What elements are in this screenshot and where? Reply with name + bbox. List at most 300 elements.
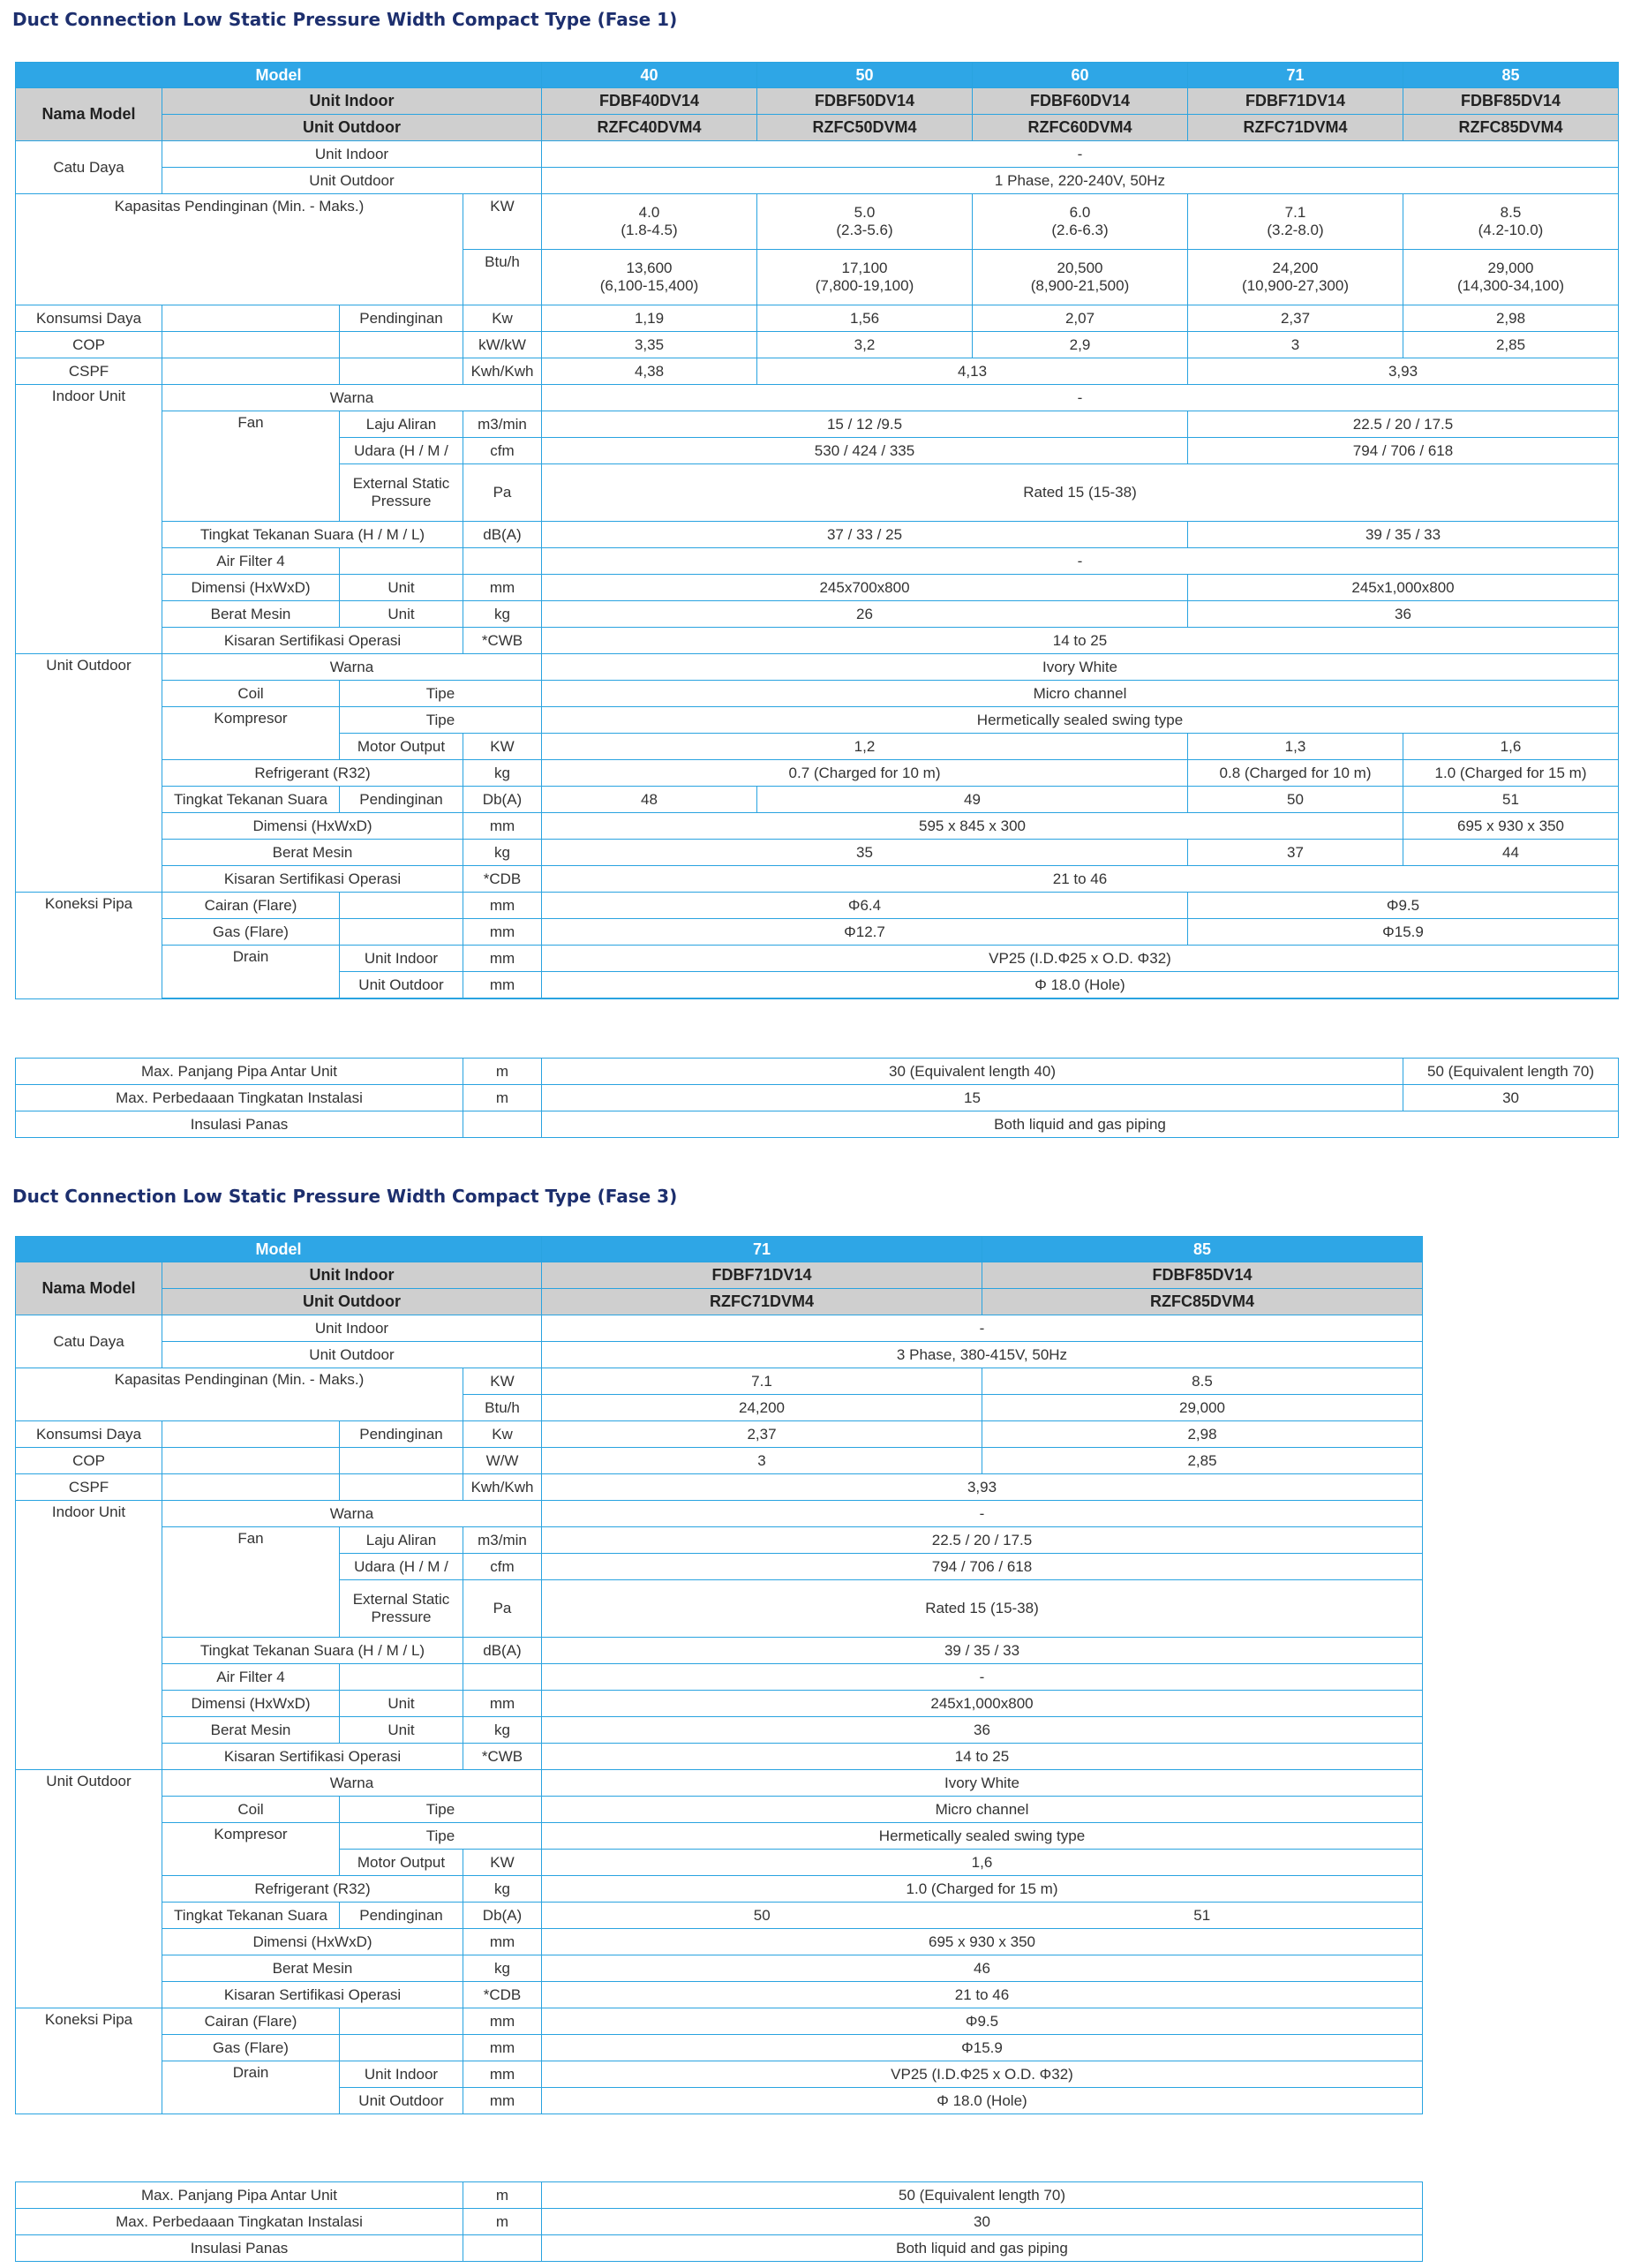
empty-cell [463, 2235, 542, 2262]
cairan-label: Cairan (Flare) [162, 893, 340, 919]
drain-label: Drain [162, 946, 340, 998]
suara-out-row [16, 1903, 1423, 1929]
cop-row [16, 332, 1619, 358]
cspf-label: CSPF [16, 358, 162, 385]
cfm-unit: cfm [463, 1554, 542, 1580]
gas-row [16, 919, 1619, 946]
cwb-unit: *CWB [463, 628, 542, 654]
indoor-model-row [16, 1262, 1423, 1289]
beda-value: 30 [542, 2209, 1423, 2235]
cop-value: 2,9 [973, 332, 1188, 358]
berat-out-value: 35 [542, 840, 1188, 866]
pendinginan-label: Pendinginan [340, 1903, 463, 1929]
indoor-model: FDBF85DV14 [982, 1262, 1423, 1289]
berat-in-value: 36 [1188, 601, 1619, 628]
kompresor-label: Kompresor [162, 1823, 340, 1876]
cairan-row [16, 2008, 1423, 2035]
max-panjang-label: Max. Panjang Pipa Antar Unit [16, 2182, 463, 2209]
spec-table-fase-3 [15, 1236, 1423, 2114]
unit-outdoor-label: Unit Outdoor [340, 972, 463, 998]
model-row [16, 63, 1619, 88]
outdoor-model-row [16, 115, 1619, 141]
motor-value: 1,6 [542, 1850, 1423, 1876]
empty-cell [340, 332, 463, 358]
section-title-fase-3: Duct Connection Low Static Pressure Width Compact Type (Fase 3) [12, 1186, 678, 1207]
dba-out-unit: Db(A) [463, 1903, 542, 1929]
suara-out-value: 48 [542, 787, 757, 813]
indoor-warna-row [16, 385, 1619, 411]
outdoor-model: RZFC85DVM4 [1403, 115, 1619, 141]
esp-label-line: External Static [352, 475, 450, 493]
warna-out-value: Ivory White [542, 1770, 1423, 1797]
udara-label: Udara (H / M / [340, 1554, 463, 1580]
berat-out-value: 46 [542, 1955, 1423, 1982]
kw-value: 8.5 [982, 1368, 1423, 1395]
kisaran-in-row [16, 628, 1619, 654]
btu-value: 29,000 [982, 1395, 1423, 1421]
dimensi-in-value: 245x1,000x800 [542, 1691, 1423, 1717]
kompresor-label: Kompresor [162, 707, 340, 760]
air-filter-value: - [542, 548, 1619, 575]
mm-unit: mm [463, 919, 542, 946]
insulasi-value: Both liquid and gas piping [542, 1111, 1619, 1138]
berat-in-value: 26 [542, 601, 1188, 628]
kw-range: (4.2-10.0) [1478, 222, 1544, 238]
suara-in-value: 39 / 35 / 33 [1188, 522, 1619, 548]
btu-unit: Btu/h [463, 250, 542, 305]
insulasi-row [16, 2235, 1423, 2262]
cspf-unit: Kwh/Kwh [463, 1474, 542, 1501]
berat-out-value: 44 [1403, 840, 1619, 866]
dimensi-out-row [16, 1929, 1423, 1955]
unit-outdoor-group-label: Unit Outdoor [16, 654, 162, 893]
btu-range: (14,300-34,100) [1457, 277, 1564, 294]
cop-value: 2,85 [982, 1448, 1423, 1474]
indoor-model: FDBF85DV14 [1403, 88, 1619, 115]
kw-range: (2.3-5.6) [836, 222, 893, 238]
kw-unit: KW [463, 194, 542, 250]
empty-cell [162, 1474, 340, 1501]
kompresor-value: Hermetically sealed swing type [542, 707, 1619, 734]
empty-cell [162, 305, 340, 332]
kw-value: 5.0 [854, 204, 876, 222]
pendinginan-label: Pendinginan [340, 787, 463, 813]
max-beda-label: Max. Perbedaaan Tingkatan Instalasi [16, 2209, 463, 2235]
konsumsi-value: 2,37 [542, 1421, 982, 1448]
dimensi-label: Dimensi (HxWxD) [162, 1929, 463, 1955]
kg-unit: kg [463, 601, 542, 628]
empty-cell [162, 1421, 340, 1448]
indoor-unit-label: Indoor Unit [16, 1501, 162, 1770]
drain-in-row [16, 946, 1619, 972]
warna-label: Warna [162, 1770, 542, 1797]
warna-label: Warna [162, 385, 542, 411]
suara-in-label: Tingkat Tekanan Suara (H / M / L) [162, 522, 463, 548]
drain-out-value: Φ 18.0 (Hole) [542, 2088, 1423, 2114]
gas-label: Gas (Flare) [162, 2035, 340, 2061]
nama-model-label: Nama Model [16, 88, 162, 141]
drain-label: Drain [162, 2061, 340, 2114]
berat-out-value: 37 [1188, 840, 1403, 866]
air-filter-value: - [542, 1664, 1423, 1691]
mm-unit: mm [463, 972, 542, 998]
dimensi-in-value: 245x700x800 [542, 575, 1188, 601]
berat-in-row [16, 1717, 1423, 1744]
mm-unit: mm [463, 946, 542, 972]
beda-value: 30 [1403, 1085, 1619, 1111]
kw-value: 7.1 [1284, 204, 1306, 222]
max-panjang-label: Max. Panjang Pipa Antar Unit [16, 1059, 463, 1085]
mm-unit: mm [463, 2035, 542, 2061]
kw-unit: KW [463, 734, 542, 760]
spacer-row [16, 998, 1619, 999]
refrigerant-row [16, 760, 1619, 787]
panjang-row [16, 2182, 1423, 2209]
cop-row [16, 1448, 1423, 1474]
kisaran-label: Kisaran Sertifikasi Operasi [162, 1744, 463, 1770]
konsumsi-value: 2,98 [982, 1421, 1423, 1448]
m-unit: m [463, 1059, 542, 1085]
air-filter-label: Air Filter 4 [162, 1664, 340, 1691]
unit-label: Unit [340, 1717, 463, 1744]
indoor-model: FDBF60DV14 [973, 88, 1188, 115]
konsumsi-row [16, 1421, 1423, 1448]
refrigerant-value: 0.7 (Charged for 10 m) [542, 760, 1188, 787]
suara-out-value: 50 [542, 1903, 982, 1929]
fan-label: Fan [162, 1527, 340, 1638]
kisaran-out-row [16, 866, 1619, 893]
capacity-btu-cell [542, 250, 757, 305]
konsumsi-value: 2,07 [973, 305, 1188, 332]
esp-value: Rated 15 (15-38) [542, 1580, 1423, 1638]
fan-label: Fan [162, 411, 340, 522]
kisaran-label: Kisaran Sertifikasi Operasi [162, 628, 463, 654]
empty-cell [340, 1664, 463, 1691]
pendinginan-label: Pendinginan [340, 1421, 463, 1448]
cfm-unit: cfm [463, 438, 542, 464]
panjang-value: 50 (Equivalent length 70) [542, 2182, 1423, 2209]
power-indoor-label: Unit Indoor [162, 141, 542, 168]
cwb-unit: *CWB [463, 1744, 542, 1770]
unit-indoor-label: Unit Indoor [162, 88, 542, 115]
cop-label: COP [16, 332, 162, 358]
btu-range: (7,800-19,100) [815, 277, 914, 294]
dimensi-label: Dimensi (HxWxD) [162, 813, 463, 840]
cop-value: 3 [542, 1448, 982, 1474]
power-outdoor-value: 3 Phase, 380-415V, 50Hz [542, 1342, 1423, 1368]
model-label: Model [16, 1237, 542, 1262]
esp-label [340, 464, 463, 522]
berat-label: Berat Mesin [162, 601, 340, 628]
m3min-unit: m3/min [463, 1527, 542, 1554]
motor-value: 1,2 [542, 734, 1188, 760]
suara-out-label: Tingkat Tekanan Suara [162, 1903, 340, 1929]
kisaran-out-value: 21 to 46 [542, 866, 1619, 893]
insulasi-label: Insulasi Panas [16, 1111, 463, 1138]
outdoor-model: RZFC50DVM4 [757, 115, 973, 141]
refrigerant-label: Refrigerant (R32) [162, 1876, 463, 1903]
beda-row [16, 1085, 1619, 1111]
m-unit: m [463, 2182, 542, 2209]
dimensi-in-row [16, 575, 1619, 601]
outdoor-model: RZFC71DVM4 [542, 1289, 982, 1315]
empty-cell [340, 1448, 463, 1474]
air-filter-row [16, 1664, 1423, 1691]
model-num: 40 [542, 63, 757, 88]
konsumsi-value: 1,19 [542, 305, 757, 332]
capacity-kw-row [16, 1368, 1423, 1395]
pa-unit: Pa [463, 464, 542, 522]
esp-label-line: Pressure [371, 1609, 432, 1625]
kisaran-in-row [16, 1744, 1423, 1770]
suara-out-value: 50 [1188, 787, 1403, 813]
refrigerant-label: Refrigerant (R32) [162, 760, 463, 787]
indoor-model: FDBF50DV14 [757, 88, 973, 115]
mm-unit: mm [463, 1929, 542, 1955]
kisaran-label: Kisaran Sertifikasi Operasi [162, 1982, 463, 2008]
capacity-kw-cell [757, 194, 973, 250]
btu-value: 29,000 [1487, 260, 1534, 277]
suara-in-row [16, 1638, 1423, 1664]
berat-in-row [16, 601, 1619, 628]
warna-label: Warna [162, 1501, 542, 1527]
coil-row [16, 681, 1619, 707]
empty-cell [542, 998, 1619, 999]
outdoor-model: RZFC60DVM4 [973, 115, 1188, 141]
air-filter-label: Air Filter 4 [162, 548, 340, 575]
suara-in-row [16, 522, 1619, 548]
capacity-btu-cell [757, 250, 973, 305]
m3min-value: 22.5 / 20 / 17.5 [1188, 411, 1619, 438]
berat-label: Berat Mesin [162, 1955, 463, 1982]
cairan-value: Φ6.4 [542, 893, 1188, 919]
konsumsi-row [16, 305, 1619, 332]
cspf-value: 3,93 [542, 1474, 1423, 1501]
suara-out-value: 51 [1403, 787, 1619, 813]
outdoor-warna-row [16, 654, 1619, 681]
panjang-value: 50 (Equivalent length 70) [1403, 1059, 1619, 1085]
mm-unit: mm [463, 2088, 542, 2114]
cspf-label: CSPF [16, 1474, 162, 1501]
cop-value: 3 [1188, 332, 1403, 358]
kapasitas-label: Kapasitas Pendinginan (Min. - Maks.) [16, 194, 463, 305]
unit-outdoor-group-label: Unit Outdoor [16, 1770, 162, 2008]
cdb-unit: *CDB [463, 866, 542, 893]
berat-in-value: 36 [542, 1717, 1423, 1744]
cspf-value: 4,13 [757, 358, 1188, 385]
konsumsi-value: 2,98 [1403, 305, 1619, 332]
coil-value: Micro channel [542, 1797, 1423, 1823]
coil-row [16, 1797, 1423, 1823]
refrigerant-row [16, 1876, 1423, 1903]
indoor-model-row [16, 88, 1619, 115]
model-label: Model [16, 63, 542, 88]
drain-in-value: VP25 (I.D.Φ25 x O.D. Φ32) [542, 2061, 1423, 2088]
outdoor-warna-row [16, 1770, 1423, 1797]
panjang-value: 30 (Equivalent length 40) [542, 1059, 1403, 1085]
refrigerant-value: 1.0 (Charged for 15 m) [1403, 760, 1619, 787]
koneksi-label: Koneksi Pipa [16, 893, 162, 999]
indoor-model: FDBF71DV14 [1188, 88, 1403, 115]
konsumsi-label: Konsumsi Daya [16, 305, 162, 332]
air-filter-row [16, 548, 1619, 575]
unit-indoor-label: Unit Indoor [340, 2061, 463, 2088]
koneksi-label: Koneksi Pipa [16, 2008, 162, 2114]
cop-unit: W/W [463, 1448, 542, 1474]
dimensi-out-value: 595 x 845 x 300 [542, 813, 1403, 840]
kw-range: (2.6-6.3) [1051, 222, 1109, 238]
cspf-value: 3,93 [1188, 358, 1619, 385]
capacity-btu-cell [1403, 250, 1619, 305]
capacity-btu-cell [973, 250, 1188, 305]
udara-label: Udara (H / M / [340, 438, 463, 464]
cspf-row [16, 358, 1619, 385]
empty-cell [463, 548, 542, 575]
esp-value: Rated 15 (15-38) [542, 464, 1619, 522]
drain-in-value: VP25 (I.D.Φ25 x O.D. Φ32) [542, 946, 1619, 972]
m-unit: m [463, 2209, 542, 2235]
catu-daya-label: Catu Daya [16, 141, 162, 194]
suara-in-label: Tingkat Tekanan Suara (H / M / L) [162, 1638, 463, 1664]
cop-label: COP [16, 1448, 162, 1474]
indoor-model: FDBF40DV14 [542, 88, 757, 115]
kg-unit: kg [463, 1717, 542, 1744]
power-indoor-label: Unit Indoor [162, 1315, 542, 1342]
max-beda-label: Max. Perbedaaan Tingkatan Instalasi [16, 1085, 463, 1111]
unit-indoor-label: Unit Indoor [340, 946, 463, 972]
gas-row [16, 2035, 1423, 2061]
power-outdoor-label: Unit Outdoor [162, 1342, 542, 1368]
mm-unit: mm [463, 893, 542, 919]
empty-cell [340, 919, 463, 946]
dimensi-out-value: 695 x 930 x 350 [1403, 813, 1619, 840]
kw-value: 6.0 [1069, 204, 1091, 222]
cop-value: 3,2 [757, 332, 973, 358]
kompresor-value: Hermetically sealed swing type [542, 1823, 1423, 1850]
model-num: 50 [757, 63, 973, 88]
empty-cell [463, 1111, 542, 1138]
btu-value: 20,500 [1057, 260, 1103, 277]
dimensi-label: Dimensi (HxWxD) [162, 1691, 340, 1717]
drain-out-value: Φ 18.0 (Hole) [542, 972, 1619, 998]
insulasi-row [16, 1111, 1619, 1138]
model-num: 71 [542, 1237, 982, 1262]
kw-value: 4.0 [638, 204, 660, 222]
unit-outdoor-label: Unit Outdoor [162, 115, 542, 141]
konsumsi-unit: Kw [463, 1421, 542, 1448]
motor-value: 1,3 [1188, 734, 1403, 760]
warna-in-value: - [542, 1501, 1423, 1527]
empty-cell [162, 332, 340, 358]
warna-label: Warna [162, 654, 542, 681]
dimensi-in-value: 245x1,000x800 [1188, 575, 1619, 601]
beda-row [16, 2209, 1423, 2235]
dimensi-in-row [16, 1691, 1423, 1717]
m3min-unit: m3/min [463, 411, 542, 438]
mm-unit: mm [463, 1691, 542, 1717]
capacity-kw-cell [973, 194, 1188, 250]
konsumsi-value: 1,56 [757, 305, 973, 332]
suara-out-label: Tingkat Tekanan Suara [162, 787, 340, 813]
motor-output-label: Motor Output [340, 1850, 463, 1876]
outdoor-model: RZFC85DVM4 [982, 1289, 1423, 1315]
cop-unit: kW/kW [463, 332, 542, 358]
konsumsi-value: 2,37 [1188, 305, 1403, 332]
kw-value: 8.5 [1500, 204, 1522, 222]
power-indoor-value: - [542, 141, 1619, 168]
cfm-value: 530 / 424 / 335 [542, 438, 1188, 464]
btu-unit: Btu/h [463, 1395, 542, 1421]
empty-cell [162, 358, 340, 385]
gas-value: Φ15.9 [1188, 919, 1619, 946]
tipe-label: Tipe [340, 1823, 542, 1850]
kapasitas-label: Kapasitas Pendinginan (Min. - Maks.) [16, 1368, 463, 1421]
cop-value: 2,85 [1403, 332, 1619, 358]
mm-unit: mm [463, 2061, 542, 2088]
coil-value: Micro channel [542, 681, 1619, 707]
empty-cell [463, 1664, 542, 1691]
motor-output-label: Motor Output [340, 734, 463, 760]
capacity-kw-cell [1403, 194, 1619, 250]
spec-table-fase-3-footer [15, 2181, 1423, 2262]
dba-unit: dB(A) [463, 522, 542, 548]
gas-label: Gas (Flare) [162, 919, 340, 946]
power-outdoor-row [16, 168, 1619, 194]
m-unit: m [463, 1085, 542, 1111]
fan-m3min-row [16, 1527, 1423, 1554]
esp-label-line: External Static [352, 1591, 450, 1609]
kg-unit: kg [463, 840, 542, 866]
berat-label: Berat Mesin [162, 1717, 340, 1744]
pa-unit: Pa [463, 1580, 542, 1638]
model-num: 60 [973, 63, 1188, 88]
capacity-kw-row [16, 194, 1619, 250]
outdoor-model: RZFC71DVM4 [1188, 115, 1403, 141]
cfm-value: 794 / 706 / 618 [542, 1554, 1423, 1580]
kompresor-row [16, 707, 1619, 734]
berat-out-row [16, 840, 1619, 866]
power-outdoor-row [16, 1342, 1423, 1368]
power-outdoor-label: Unit Outdoor [162, 168, 542, 194]
outdoor-model-row [16, 1289, 1423, 1315]
btu-range: (6,100-15,400) [599, 277, 699, 294]
btu-range: (10,900-27,300) [1242, 277, 1349, 294]
empty-cell [162, 1448, 340, 1474]
berat-out-row [16, 1955, 1423, 1982]
model-num: 85 [982, 1237, 1423, 1262]
cspf-value: 4,38 [542, 358, 757, 385]
drain-in-row [16, 2061, 1423, 2088]
unit-outdoor-label: Unit Outdoor [340, 2088, 463, 2114]
spec-table-fase-1-footer [15, 1058, 1619, 1138]
power-indoor-row [16, 1315, 1423, 1342]
kw-range: (1.8-4.5) [621, 222, 678, 238]
konsumsi-label: Konsumsi Daya [16, 1421, 162, 1448]
btu-value: 17,100 [841, 260, 888, 277]
empty-cell [340, 2035, 463, 2061]
warna-in-value: - [542, 385, 1619, 411]
empty-cell [340, 358, 463, 385]
tipe-label: Tipe [340, 707, 542, 734]
konsumsi-unit: Kw [463, 305, 542, 332]
pendinginan-label: Pendinginan [340, 305, 463, 332]
suara-out-row [16, 787, 1619, 813]
tipe-label: Tipe [340, 681, 542, 707]
unit-indoor-label: Unit Indoor [162, 1262, 542, 1289]
mm-unit: mm [463, 575, 542, 601]
kisaran-out-row [16, 1982, 1423, 2008]
dba-unit: dB(A) [463, 1638, 542, 1664]
